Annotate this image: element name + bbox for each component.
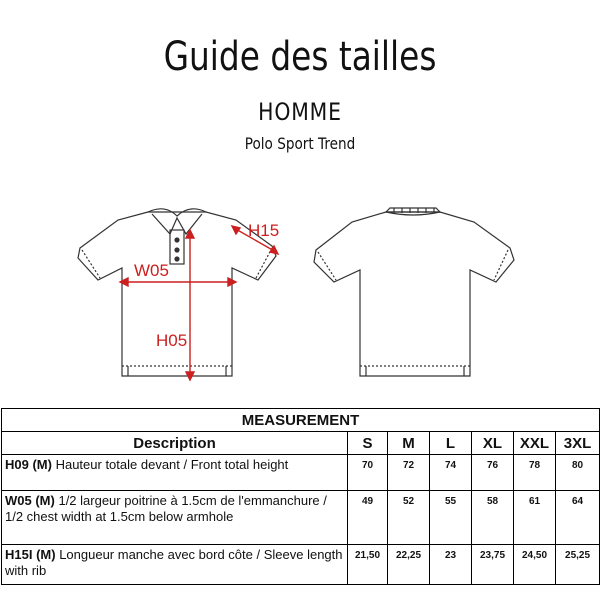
table-cell: 21,50 (348, 545, 388, 585)
table-cell: 58 (472, 491, 514, 545)
table-cell: 61 (514, 491, 556, 545)
table-cell: 78 (514, 455, 556, 491)
h05-label: H05 (156, 331, 188, 350)
row-text: Hauteur totale devant / Front total height (55, 457, 289, 472)
h15-label: H15 (248, 221, 280, 240)
size-header: XXL (514, 432, 556, 455)
table-row (2, 491, 600, 545)
page-subtitle: HOMME (258, 98, 342, 126)
description-header: Description (2, 432, 348, 455)
size-header: M (388, 432, 430, 455)
table-cell: 70 (348, 455, 388, 491)
size-header: 3XL (556, 432, 600, 455)
row-text: 1/2 largeur poitrine à 1.5cm de l'emmanchure / 1/2 chest width at 1.5cm below armhole (5, 493, 327, 524)
table-cell: 24,50 (514, 545, 556, 585)
polo-diagram (0, 190, 600, 400)
table-cell: 74 (430, 455, 472, 491)
row-description (2, 545, 348, 585)
table-row (2, 455, 600, 491)
polo-back-drawing (314, 208, 514, 376)
polo-front-drawing (78, 209, 276, 376)
measure-lines (120, 226, 278, 380)
w05-label: W05 (134, 261, 169, 280)
size-table-wrap (0, 408, 600, 600)
page-title: Guide des tailles (163, 34, 437, 80)
row-code: H09 (M) (5, 457, 52, 472)
table-cell: 80 (556, 455, 600, 491)
table-cell: 64 (556, 491, 600, 545)
table-row (2, 545, 600, 585)
table-cell: 72 (388, 455, 430, 491)
table-heading: MEASUREMENT (2, 409, 600, 432)
size-table (1, 408, 600, 585)
table-cell: 49 (348, 491, 388, 545)
table-cell: 23,75 (472, 545, 514, 585)
row-description (2, 455, 348, 491)
table-cell: 23 (430, 545, 472, 585)
size-header: XL (472, 432, 514, 455)
table-cell: 52 (388, 491, 430, 545)
row-text: Longueur manche avec bord côte / Sleeve length with rib (5, 547, 343, 578)
row-code: W05 (M) (5, 493, 55, 508)
row-description (2, 491, 348, 545)
row-code: H15I (M) (5, 547, 56, 562)
size-header: S (348, 432, 388, 455)
product-name: Polo Sport Trend (244, 134, 356, 153)
table-cell: 22,25 (388, 545, 430, 585)
table-cell: 76 (472, 455, 514, 491)
table-cell: 55 (430, 491, 472, 545)
table-cell: 25,25 (556, 545, 600, 585)
size-header: L (430, 432, 472, 455)
